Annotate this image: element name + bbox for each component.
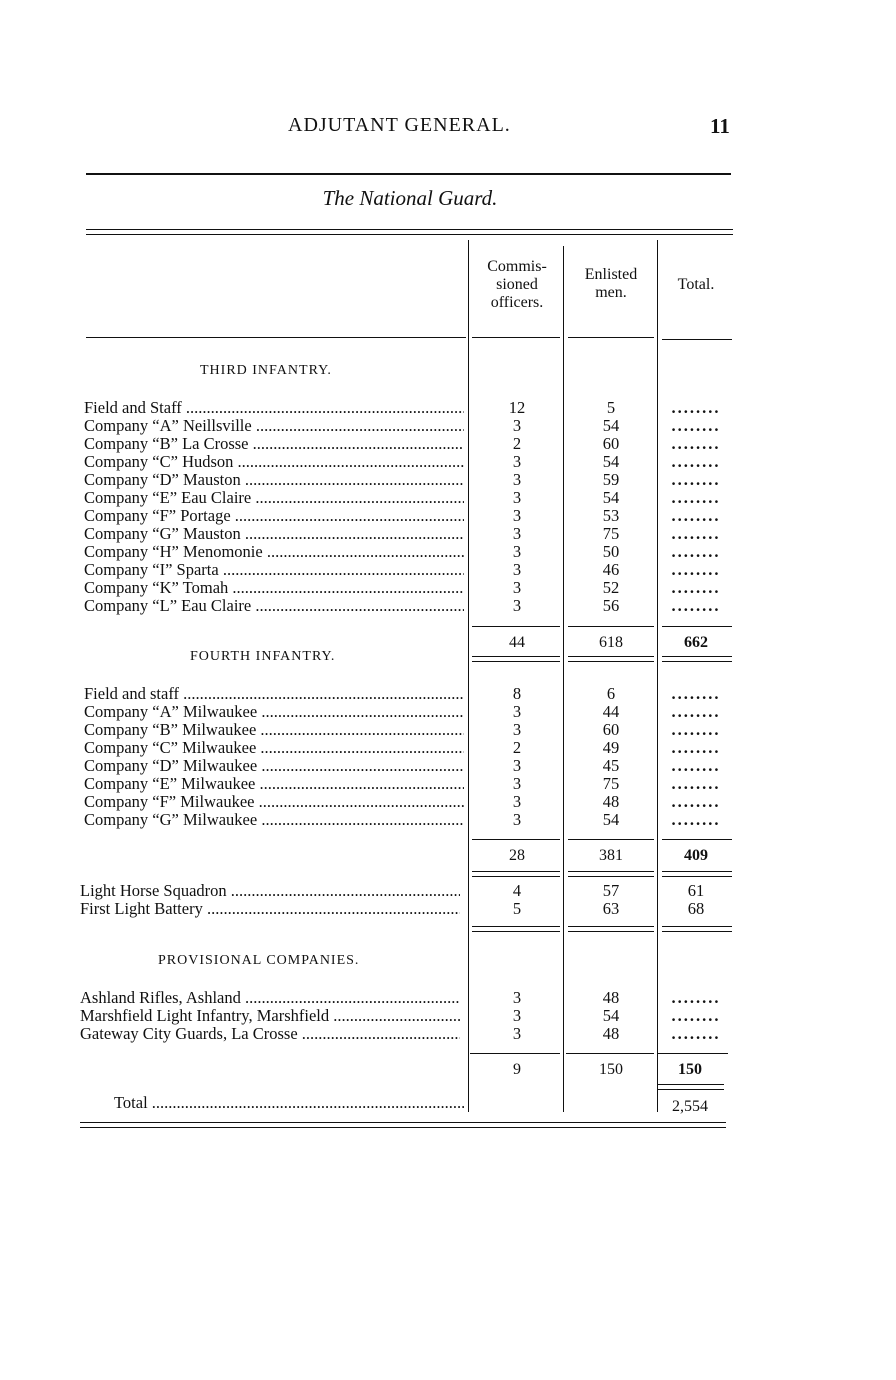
section-double-rule — [568, 926, 654, 932]
fourth-infantry-men-total: 381 — [599, 847, 623, 864]
grand-total-value: 2,554 — [672, 1098, 708, 1115]
table-row: Company “K” Tomah ..... 3 52 ........ — [0, 579, 896, 597]
subtotal-double-rule — [568, 871, 654, 877]
column-divider-2 — [563, 246, 564, 1112]
grand-total-double-rule — [658, 1084, 724, 1090]
subtotal-rule — [658, 1053, 728, 1054]
table-row: Field and Staff ..... 12 5 ........ — [0, 399, 896, 417]
table-row: Field and staff ..... 8 6 ........ — [0, 685, 896, 703]
running-head: ADJUTANT GENERAL. — [288, 114, 511, 136]
subtotal-rule — [662, 626, 732, 627]
table-row: Company “H” Menomonie ..... 3 50 ........ — [0, 543, 896, 561]
subtotal-rule — [472, 839, 560, 840]
section-fourth-infantry: FOURTH INFANTRY. — [190, 649, 336, 664]
subtotal-double-rule — [472, 656, 560, 662]
table-row: Company “E” Eau Claire ..... 3 54 ........ — [0, 489, 896, 507]
section-double-rule — [472, 926, 560, 932]
table-row: Company “G” Mauston ..... 3 75 ........ — [0, 525, 896, 543]
table-row: Marshfield Light Infantry, Marshfield ..... 3 54 ........ — [0, 1007, 896, 1025]
table-row: Company “D” Mauston ..... 3 59 ........ — [0, 471, 896, 489]
column-divider-1 — [468, 240, 469, 1112]
third-infantry-grand-total: 662 — [684, 634, 708, 651]
grand-total-label: Total ..... — [114, 1093, 464, 1113]
third-infantry-officers-total: 44 — [509, 634, 525, 651]
provisional-grand-total: 150 — [678, 1061, 702, 1078]
table-row: Company “E” Milwaukee ..... 3 75 ........ — [0, 775, 896, 793]
subtotal-double-rule — [568, 656, 654, 662]
column-divider-3 — [657, 240, 658, 1112]
table-row: Company “B” Milwaukee ..... 3 60 ........ — [0, 721, 896, 739]
subtotal-rule — [470, 1053, 560, 1054]
table-row: Company “F” Portage ..... 3 53 ........ — [0, 507, 896, 525]
table-row: Company “I” Sparta ..... 3 46 ........ — [0, 561, 896, 579]
subtotal-rule — [568, 626, 654, 627]
header-rule-col1 — [472, 337, 560, 338]
table-row: Company “A” Neillsville ..... 3 54 ........ — [0, 417, 896, 435]
header-rule-col3 — [662, 339, 732, 340]
subtotal-rule — [566, 1053, 654, 1054]
header-enlisted-men: Enlisted men. — [584, 266, 638, 301]
header-total: Total. — [677, 276, 715, 293]
table-row: Company “D” Milwaukee ..... 3 45 ........ — [0, 757, 896, 775]
table-row: Company “L” Eau Claire ..... 3 56 ........ — [0, 597, 896, 615]
table-row: Company “B” La Crosse ..... 2 60 ........ — [0, 435, 896, 453]
third-infantry-men-total: 618 — [599, 634, 623, 651]
header-rule-stub — [86, 337, 466, 338]
header-commissioned-officers: Commis- sioned officers. — [487, 258, 547, 311]
fourth-infantry-grand-total: 409 — [684, 847, 708, 864]
table-row: Company “A” Milwaukee ..... 3 44 ........ — [0, 703, 896, 721]
section-double-rule — [662, 926, 732, 932]
table-row: Gateway City Guards, La Crosse ..... 3 48 ........ — [0, 1025, 896, 1043]
table-row: First Light Battery ..... 5 63 68 — [0, 900, 896, 918]
subtotal-double-rule — [472, 871, 560, 877]
section-provisional-companies: PROVISIONAL COMPANIES. — [158, 953, 360, 968]
subtotal-rule — [662, 839, 732, 840]
fourth-infantry-officers-total: 28 — [509, 847, 525, 864]
subtotal-double-rule — [662, 871, 732, 877]
table-row: Company “F” Milwaukee ..... 3 48 ........ — [0, 793, 896, 811]
subtotal-rule — [568, 839, 654, 840]
provisional-officers-total: 9 — [513, 1061, 521, 1078]
table-bottom-rule — [80, 1122, 726, 1128]
table-row: Company “C” Milwaukee ..... 2 49 ........ — [0, 739, 896, 757]
header-rule-col2 — [568, 337, 654, 338]
table-title: The National Guard. — [322, 186, 498, 210]
page-number: 11 — [710, 114, 730, 138]
table-row: Company “G” Milwaukee ..... 3 54 ........ — [0, 811, 896, 829]
table-row: Ashland Rifles, Ashland ..... 3 48 ........ — [0, 989, 896, 1007]
provisional-men-total: 150 — [599, 1061, 623, 1078]
section-third-infantry: THIRD INFANTRY. — [200, 363, 332, 378]
subtotal-double-rule — [662, 656, 732, 662]
subtotal-rule — [472, 626, 560, 627]
table-row: Light Horse Squadron ..... 4 57 61 — [0, 882, 896, 900]
header-rule — [86, 173, 731, 175]
table-row: Company “C” Hudson ..... 3 54 ........ — [0, 453, 896, 471]
table-top-rule — [86, 229, 733, 235]
